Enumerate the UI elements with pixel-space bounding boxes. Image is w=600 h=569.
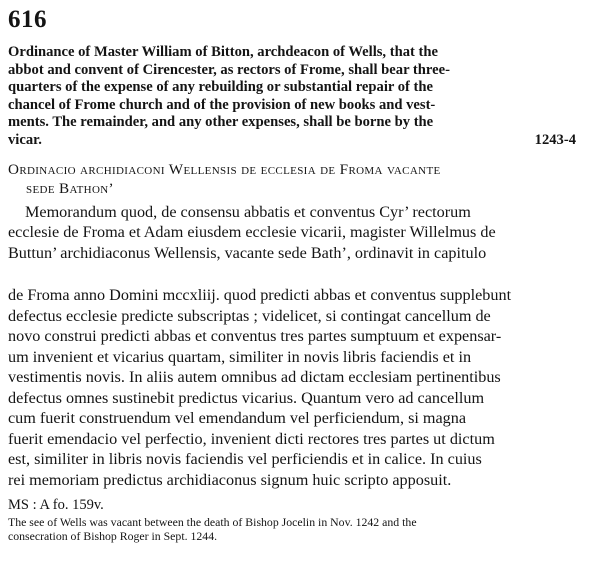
text-line: um invenient et vicarius quartam, similiter in novis libris faciendis et in [8,347,472,366]
text-line: rei memoriam predictus archidiaconus signum huic scripto apposuit. [8,470,452,489]
text-line: cum fuerit construendum vel emendandum vel perficiendum, si magna [8,409,467,428]
text-line: defectus ecclesie predicte subscriptas ; videlicet, si contingat cancellum de [8,306,491,325]
text-line: novo construi predicti abbas et conventus tres partes sumptuum et expensar- [8,327,502,346]
footnote-line: consecration of Bishop Roger in Sept. 1244. [8,528,218,543]
text-line: est, similiter in libris novis faciendis vel perficiendis et in calice. In cuius [8,450,482,469]
text-line: ecclesie de Froma et Adam eiusdem ecclesie vicarii, magister Willelmus de [8,223,496,242]
latin-heading-line: sede Bathon’ [26,179,114,197]
latin-paragraph-2 [8,285,590,490]
ms-text: A fo. 159v. [39,497,104,514]
footnote [8,516,590,544]
ms-label: MS : [8,497,37,514]
text-line: defectus omnes sustinebit predictus vicarius. Quantum vero ad cancellum [8,388,485,407]
document-date: 1243-4 [534,131,576,148]
text-line: vestimentis novis. In aliis autem omnibus ad dictam ecclesiam pertinentibus [8,368,501,387]
text-line: fuerit emendacio vel perfectio, invenient dicti rectores tres partes ut dictum [8,429,495,448]
document-page [8,6,590,544]
text-line: Memorandum quod, de consensu abbatis et conventus Cyr’ rectorum [25,202,471,221]
summary-last-word: vicar. [8,131,42,148]
summary-line: abbot and convent of Cirencester, as rectors of Frome, shall bear three- [8,61,450,78]
manuscript-reference [8,496,590,514]
summary-last-line [8,132,590,150]
text-line: Buttun’ archidiaconus Wellensis, vacante sede Bath’, ordinavit in capitulo [8,243,487,262]
footnote-line: The see of Wells was vacant between the death of Bishop Jocelin in Nov. 1242 and the [8,515,417,530]
summary-line: Ordinance of Master William of Bitton, archdeacon of Wells, that the [8,44,438,60]
paragraph-gap [8,263,590,281]
latin-paragraph-1 [8,202,590,264]
summary-line: quarters of the expense of any rebuilding or substantial repair of the [8,79,433,96]
summary-line: chancel of Frome church and of the provision of new books and vest- [8,96,436,113]
summary-line: ments. The remainder, and any other expenses, shall be borne by the [8,114,434,131]
latin-heading-line: Ordinacio archidiaconi Wellensis de ecclesia de Froma vacante [8,160,441,178]
document-number: 616 [8,6,47,33]
text-line: de Froma anno Domini mccxliij. quod predicti abbas et conventus supplebunt [8,286,512,305]
english-summary [8,44,590,150]
latin-heading [8,160,590,198]
